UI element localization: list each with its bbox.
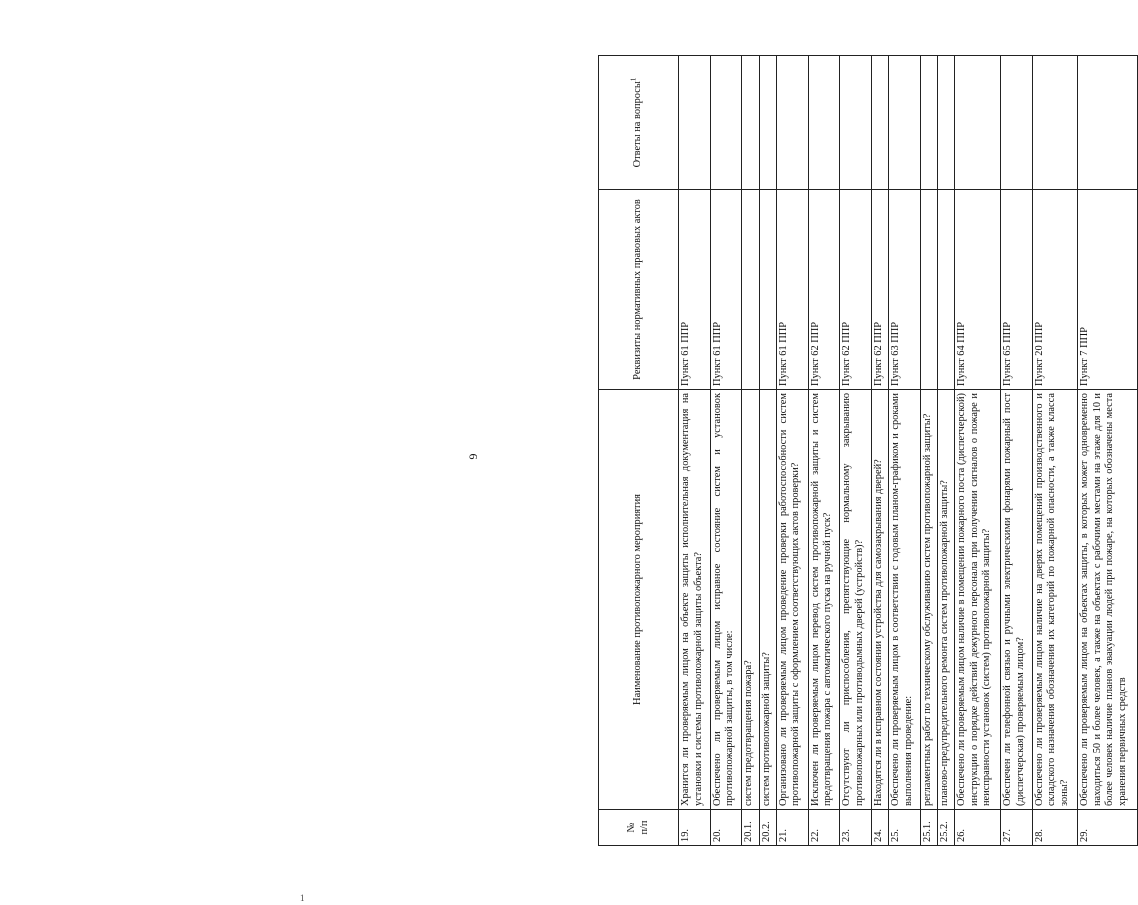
header-num-text: № п/п — [626, 820, 650, 835]
row-reference: Пункт 61 ППР — [679, 190, 711, 390]
table-row — [889, 56, 921, 846]
row-answer — [1078, 56, 1138, 190]
row-reference: Пункт 63 ППР — [889, 190, 921, 390]
table-row — [938, 56, 955, 846]
row-measure: Обеспечено ли проверяемым лицом на объектах защиты, в которых может одновременно находиться 50 и более человек, а также на объектах с рабочими местами на этаже для 10 и более человек наличие планов эвакуации людей при пожаре, на которых обозначены места хранения первичных средств — [1078, 390, 1138, 810]
row-reference: Пункт 61 ППР — [710, 190, 742, 390]
row-number: 26. — [955, 810, 1001, 846]
row-number: 28. — [1032, 810, 1078, 846]
header-answers — [599, 56, 679, 190]
table-row — [955, 56, 1001, 846]
row-measure: Хранится ли проверяемым лицом на объекте защиты исполнительная документация на установки и системы противопожарной защиты объекта? — [679, 390, 711, 810]
row-number: 22. — [808, 810, 840, 846]
row-answer — [776, 56, 808, 190]
checklist-table — [598, 55, 1138, 846]
row-reference — [938, 190, 955, 390]
table-row — [710, 56, 742, 846]
row-reference: Пункт 62 ППР — [871, 190, 888, 390]
row-reference: Пункт 7 ППР — [1078, 190, 1138, 390]
row-answer — [938, 56, 955, 190]
row-reference — [920, 190, 937, 390]
table-row — [742, 56, 759, 846]
table-row — [679, 56, 711, 846]
row-measure: Обеспечен ли телефонной связью и ручными электрическими фонарями пожарный пост (диспетчерская) проверяемым лицом? — [1001, 390, 1033, 810]
table-row — [871, 56, 888, 846]
row-reference: Пункт 61 ППР — [776, 190, 808, 390]
row-number: 25.1. — [920, 810, 937, 846]
row-measure: Исключен ли проверяемым лицом перевод систем противопожарной защиты и систем предотвращения пожара с автоматического пуска на ручной пуск? — [808, 390, 840, 810]
row-reference — [759, 190, 776, 390]
header-num — [599, 810, 679, 846]
row-measure: Обеспечено ли проверяемым лицом наличие в помещении пожарного поста (диспетчерской) инструкции о порядке действий дежурного персонала при получении сигналов о пожаре и неисправности установок (систем) противопожарной защиты? — [955, 390, 1001, 810]
header-answers-text: Ответы на вопросы — [632, 81, 644, 168]
row-reference: Пункт 20 ППР — [1032, 190, 1078, 390]
row-number: 25. — [889, 810, 921, 846]
row-reference: Пункт 62 ППР — [840, 190, 872, 390]
footer-mark: 1 — [300, 893, 305, 903]
header-refs: Реквизиты нормативных правовых актов — [599, 190, 679, 390]
row-measure: Находятся ли в исправном состоянии устройства для самозакрывания дверей? — [871, 390, 888, 810]
row-answer — [759, 56, 776, 190]
row-measure: Обеспечено ли проверяемым лицом исправное состояние систем и установок противопожарной защиты, в том числе: — [710, 390, 742, 810]
row-measure: Отсутствуют ли приспособления, препятствующие нормальному закрыванию противопожарных или противодымных дверей (устройств)? — [840, 390, 872, 810]
row-number: 20. — [710, 810, 742, 846]
table-row — [1078, 56, 1138, 846]
table-row — [920, 56, 937, 846]
row-reference: Пункт 64 ППР — [955, 190, 1001, 390]
row-answer — [955, 56, 1001, 190]
row-answer — [840, 56, 872, 190]
row-answer — [871, 56, 888, 190]
row-number: 21. — [776, 810, 808, 846]
table-body — [679, 56, 1138, 846]
row-reference — [742, 190, 759, 390]
row-measure: Организовано ли проверяемым лицом проведение проверки работоспособности систем противопожарной защиты с оформлением соответствующих актов проверки? — [776, 390, 808, 810]
table-row — [808, 56, 840, 846]
row-number: 29. — [1078, 810, 1138, 846]
table-header-row — [599, 56, 679, 846]
row-answer — [679, 56, 711, 190]
row-measure: Обеспечено ли проверяемым лицом наличие на дверях помещений производственного и складского назначения обозначения их категорий по пожарной опасности, а также класса зоны? — [1032, 390, 1078, 810]
row-answer — [889, 56, 921, 190]
row-number: 23. — [840, 810, 872, 846]
row-number: 24. — [871, 810, 888, 846]
row-number: 27. — [1001, 810, 1033, 846]
row-number: 25.2. — [938, 810, 955, 846]
row-number: 19. — [679, 810, 711, 846]
page-number: 6 — [466, 453, 481, 460]
row-measure: систем противопожарной защиты? — [759, 390, 776, 810]
table-row — [1032, 56, 1078, 846]
row-reference: Пункт 62 ППР — [808, 190, 840, 390]
row-answer — [1032, 56, 1078, 190]
row-measure: систем предотвращения пожара? — [742, 390, 759, 810]
row-reference: Пункт 65 ППР — [1001, 190, 1033, 390]
row-measure: регламентных работ по техническому обслуживанию систем противопожарной защиты? — [920, 390, 937, 810]
row-answer — [1001, 56, 1033, 190]
row-answer — [920, 56, 937, 190]
table-row — [1001, 56, 1033, 846]
header-name: Наименование противопожарного мероприятия — [599, 390, 679, 810]
row-measure: Обеспечено ли проверяемым лицом в соответствии с годовым планом-графиком и сроками выполнения проведение: — [889, 390, 921, 810]
table-row — [759, 56, 776, 846]
row-answer — [742, 56, 759, 190]
row-number: 20.1. — [742, 810, 759, 846]
checklist-table-rotated — [598, 56, 1138, 846]
row-answer — [710, 56, 742, 190]
table-row — [840, 56, 872, 846]
header-answers-footnote: 1 — [629, 77, 638, 82]
row-number: 20.2. — [759, 810, 776, 846]
row-measure: планово-предупредительного ремонта систем противопожарной защиты? — [938, 390, 955, 810]
table-row — [776, 56, 808, 846]
row-answer — [808, 56, 840, 190]
